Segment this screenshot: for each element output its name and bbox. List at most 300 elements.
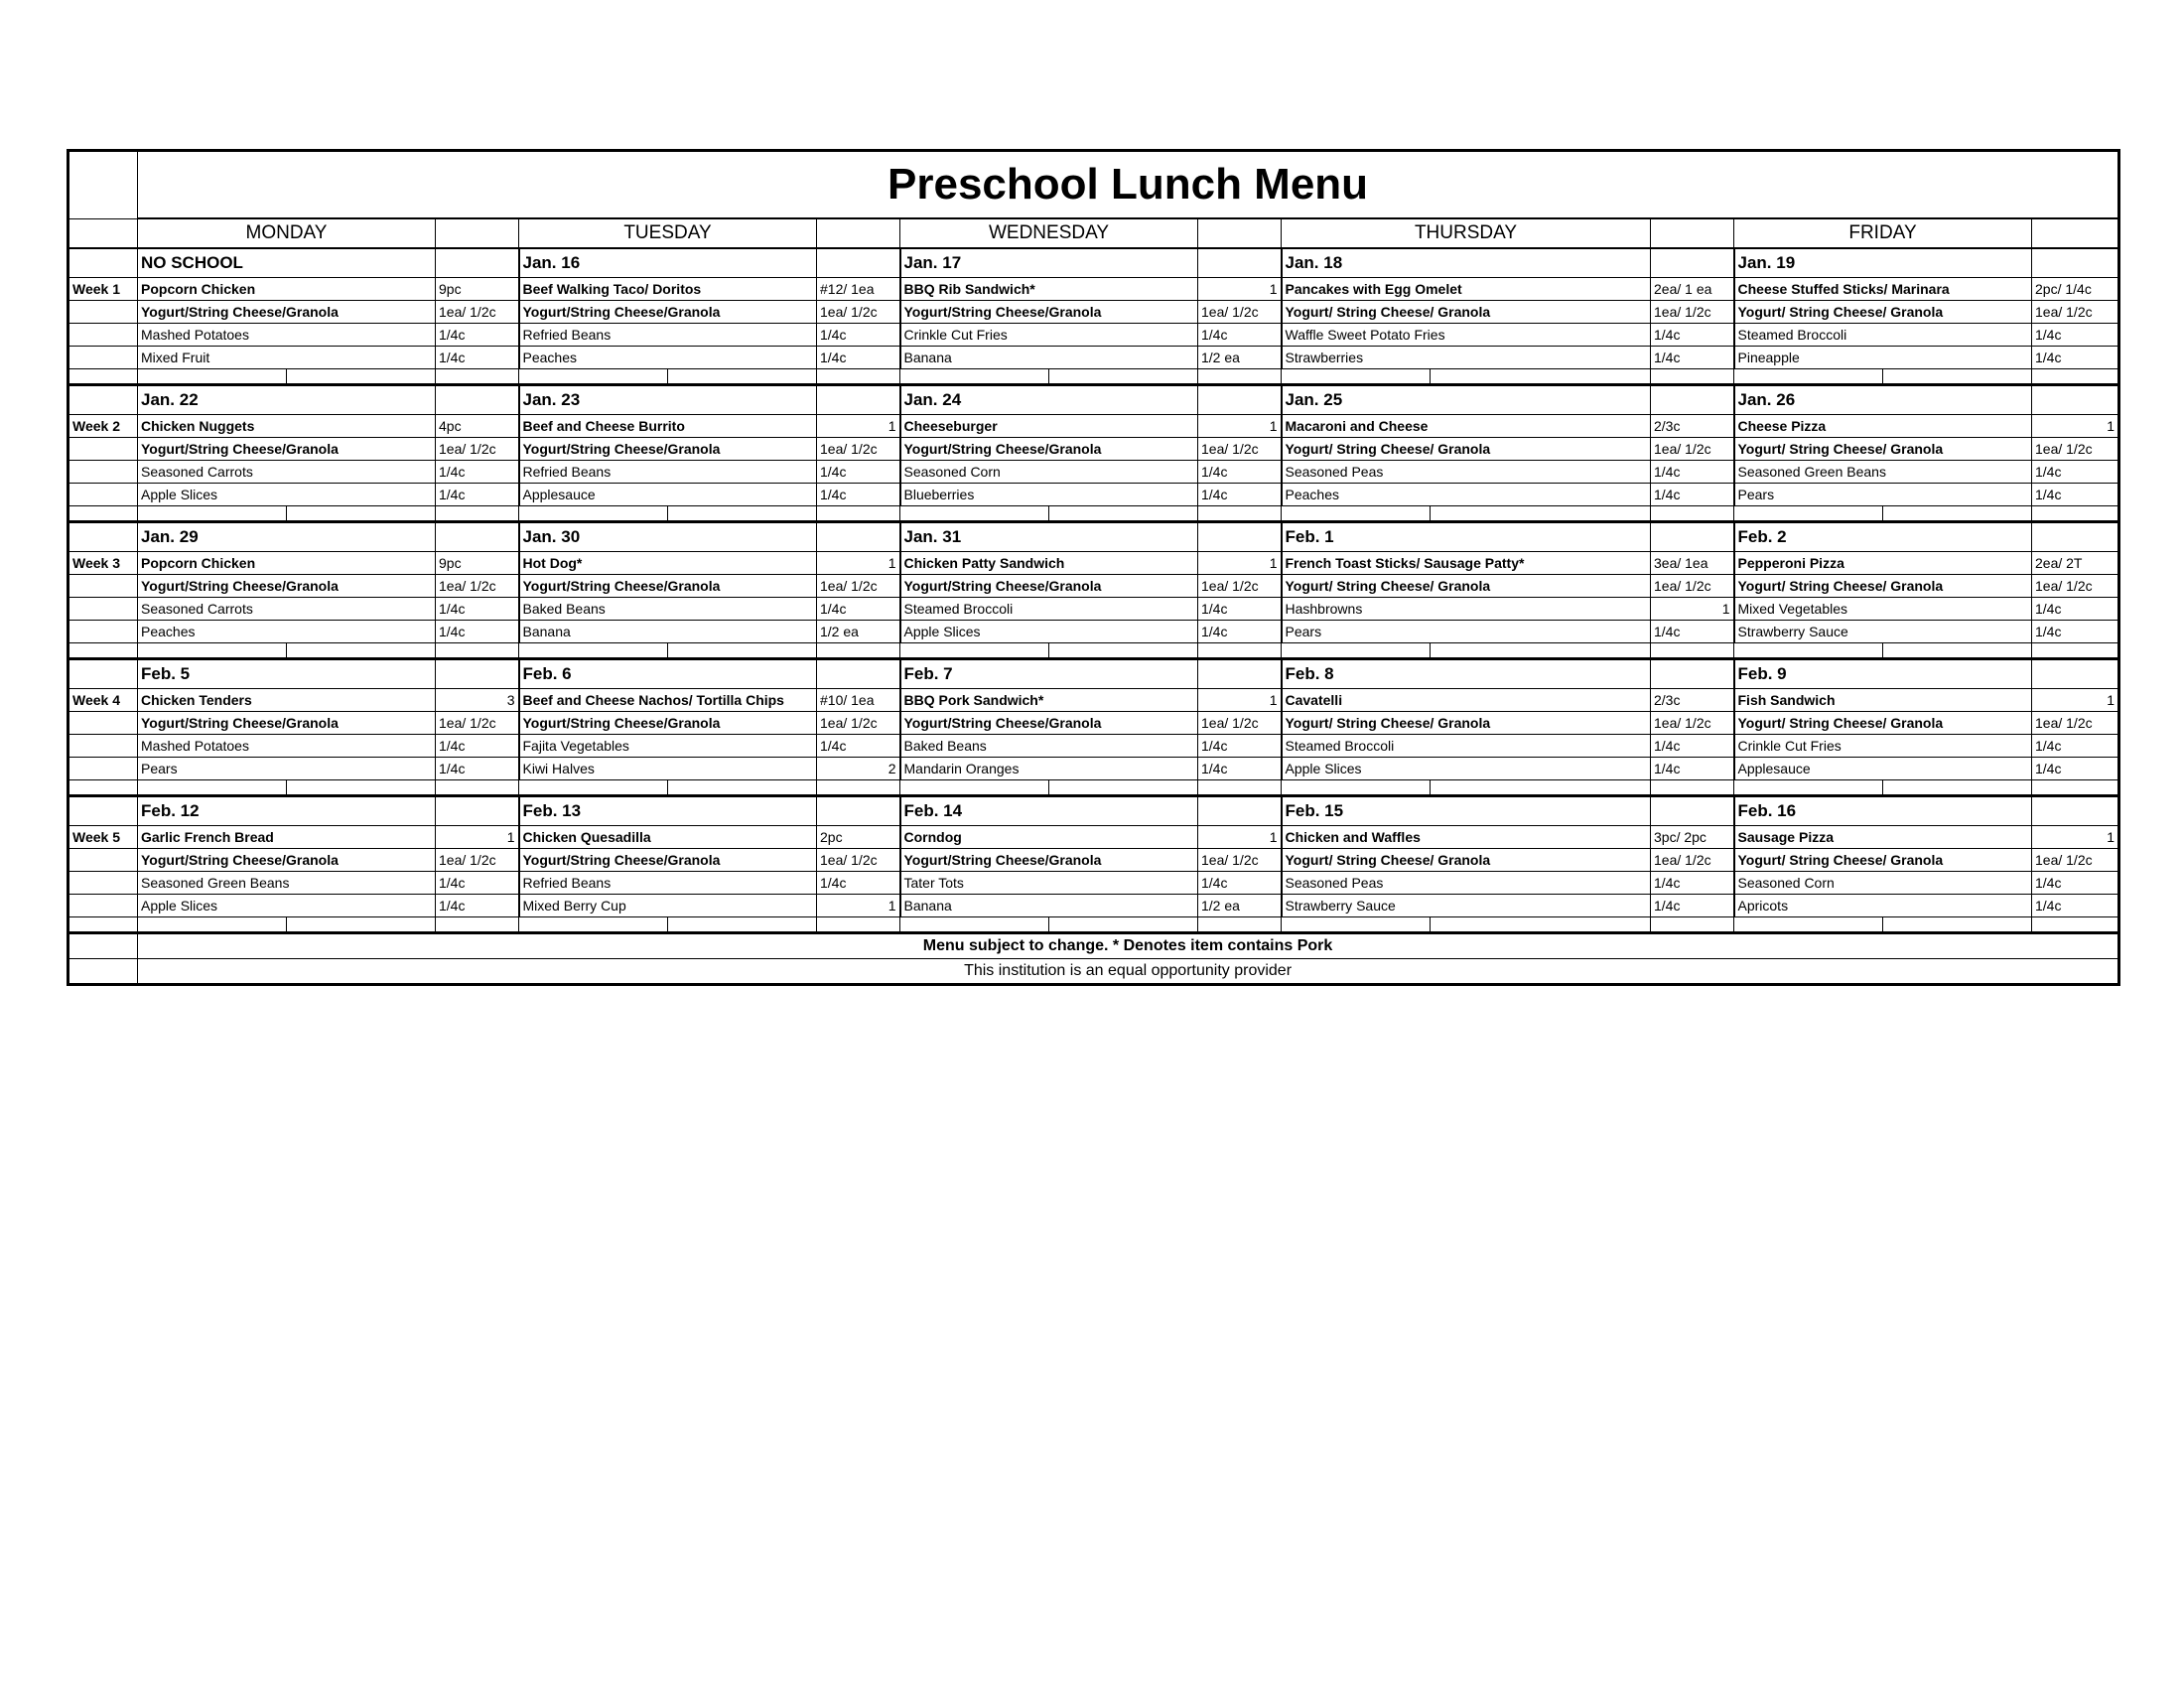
alt-item: Yogurt/String Cheese/Granola bbox=[519, 849, 817, 872]
alt-portion: 1ea/ 1/2c bbox=[2032, 301, 2119, 324]
blank-cell bbox=[900, 917, 1049, 933]
alt-portion: 1ea/ 1/2c bbox=[1198, 575, 1282, 598]
side2-item: Applesauce bbox=[1734, 758, 2032, 780]
qty-header bbox=[817, 218, 900, 248]
side1-item: Refried Beans bbox=[519, 461, 817, 484]
day-date: Feb. 6 bbox=[519, 659, 817, 689]
side1-item: Steamed Broccoli bbox=[900, 598, 1198, 621]
blank-cell bbox=[287, 780, 436, 796]
side1-portion: 1/4c bbox=[1651, 461, 1734, 484]
blank-cell bbox=[68, 917, 138, 933]
alt-portion: 1ea/ 1/2c bbox=[817, 301, 900, 324]
page-title: Preschool Lunch Menu bbox=[138, 151, 2119, 219]
footer-spacer-cell bbox=[68, 959, 138, 985]
entree-item: Garlic French Bread bbox=[138, 826, 436, 849]
side2-item: Apple Slices bbox=[1282, 758, 1651, 780]
alt-item: Yogurt/String Cheese/Granola bbox=[519, 301, 817, 324]
side1-item: Mixed Vegetables bbox=[1734, 598, 2032, 621]
date-spacer-cell bbox=[436, 248, 519, 278]
qty-header bbox=[436, 218, 519, 248]
alt-item: Yogurt/String Cheese/Granola bbox=[138, 575, 436, 598]
week-spacer-cell bbox=[68, 872, 138, 895]
entree-portion: 2/3c bbox=[1651, 415, 1734, 438]
date-spacer-cell bbox=[1651, 385, 1734, 415]
alt-portion: 1ea/ 1/2c bbox=[1651, 712, 1734, 735]
date-spacer-cell bbox=[817, 522, 900, 552]
week-spacer-cell bbox=[68, 347, 138, 369]
side1-item: Tater Tots bbox=[900, 872, 1198, 895]
side2-item: Peaches bbox=[138, 621, 436, 643]
date-spacer-cell bbox=[2032, 659, 2119, 689]
date-spacer-cell bbox=[817, 248, 900, 278]
day-date: Jan. 16 bbox=[519, 248, 817, 278]
alt-portion: 1ea/ 1/2c bbox=[2032, 849, 2119, 872]
blank-cell bbox=[1651, 369, 1734, 385]
side1-portion: 1/4c bbox=[2032, 324, 2119, 347]
side1-portion: 1/4c bbox=[817, 461, 900, 484]
week-spacer-cell bbox=[68, 324, 138, 347]
blank-cell bbox=[138, 506, 287, 522]
side2-item: Peaches bbox=[519, 347, 817, 369]
day-header-tuesday: TUESDAY bbox=[519, 218, 817, 248]
side2-portion: 1/4c bbox=[436, 758, 519, 780]
side2-portion: 1/2 ea bbox=[1198, 895, 1282, 917]
alt-portion: 1ea/ 1/2c bbox=[817, 849, 900, 872]
week-label: Week 5 bbox=[68, 826, 138, 849]
alt-item: Yogurt/ String Cheese/ Granola bbox=[1282, 849, 1651, 872]
footer-note: Menu subject to change. * Denotes item contains Pork bbox=[138, 933, 2119, 959]
blank-cell bbox=[1431, 506, 1651, 522]
blank-cell bbox=[436, 780, 519, 796]
week-spacer-cell bbox=[68, 849, 138, 872]
side1-portion: 1/4c bbox=[1198, 735, 1282, 758]
entree-item: Cheese Pizza bbox=[1734, 415, 2032, 438]
side2-item: Apple Slices bbox=[138, 484, 436, 506]
week-label: Week 2 bbox=[68, 415, 138, 438]
blank-cell bbox=[1049, 917, 1198, 933]
footer-provider: This institution is an equal opportunity provider bbox=[138, 959, 2119, 985]
entree-item: Beef and Cheese Nachos/ Tortilla Chips bbox=[519, 689, 817, 712]
entree-portion: #12/ 1ea bbox=[817, 278, 900, 301]
side2-portion: 1/4c bbox=[1651, 347, 1734, 369]
side2-portion: 1/4c bbox=[1198, 758, 1282, 780]
date-spacer-cell bbox=[436, 659, 519, 689]
blank-cell bbox=[519, 506, 668, 522]
blank-cell bbox=[900, 506, 1049, 522]
side1-portion: 1/4c bbox=[817, 598, 900, 621]
entree-item: Chicken Tenders bbox=[138, 689, 436, 712]
day-date: Jan. 30 bbox=[519, 522, 817, 552]
blank-cell bbox=[436, 917, 519, 933]
entree-portion: 1 bbox=[1198, 689, 1282, 712]
entree-item: Chicken Nuggets bbox=[138, 415, 436, 438]
blank-cell bbox=[519, 780, 668, 796]
entree-item: Chicken Patty Sandwich bbox=[900, 552, 1198, 575]
side2-item: Kiwi Halves bbox=[519, 758, 817, 780]
entree-portion: 2pc bbox=[817, 826, 900, 849]
side2-item: Apple Slices bbox=[138, 895, 436, 917]
blank-cell bbox=[1651, 917, 1734, 933]
alt-portion: 1ea/ 1/2c bbox=[1651, 575, 1734, 598]
alt-item: Yogurt/String Cheese/Granola bbox=[138, 301, 436, 324]
week-spacer-cell bbox=[68, 461, 138, 484]
day-date: Feb. 8 bbox=[1282, 659, 1651, 689]
footer-spacer-cell bbox=[68, 933, 138, 959]
week-spacer-cell bbox=[68, 438, 138, 461]
alt-item: Yogurt/String Cheese/Granola bbox=[900, 712, 1198, 735]
entree-item: Popcorn Chicken bbox=[138, 552, 436, 575]
qty-header bbox=[1198, 218, 1282, 248]
side1-item: Baked Beans bbox=[900, 735, 1198, 758]
date-spacer-cell bbox=[2032, 796, 2119, 826]
entree-item: Chicken Quesadilla bbox=[519, 826, 817, 849]
day-header-thursday: THURSDAY bbox=[1282, 218, 1651, 248]
blank-cell bbox=[817, 506, 900, 522]
blank-cell bbox=[2032, 643, 2119, 659]
alt-portion: 1ea/ 1/2c bbox=[436, 712, 519, 735]
side2-item: Apple Slices bbox=[900, 621, 1198, 643]
date-spacer-cell bbox=[436, 385, 519, 415]
side2-portion: 1/2 ea bbox=[817, 621, 900, 643]
entree-portion: 2ea/ 1 ea bbox=[1651, 278, 1734, 301]
entree-portion: 1 bbox=[1198, 826, 1282, 849]
blank-cell bbox=[68, 369, 138, 385]
alt-item: Yogurt/ String Cheese/ Granola bbox=[1734, 438, 2032, 461]
blank-cell bbox=[138, 643, 287, 659]
entree-item: Hot Dog* bbox=[519, 552, 817, 575]
blank-cell bbox=[1651, 506, 1734, 522]
entree-portion: 3ea/ 1ea bbox=[1651, 552, 1734, 575]
blank-cell bbox=[1734, 506, 1883, 522]
blank-cell bbox=[138, 780, 287, 796]
entree-portion: 1 bbox=[817, 415, 900, 438]
side1-portion: 1/4c bbox=[1651, 872, 1734, 895]
week-label: Week 3 bbox=[68, 552, 138, 575]
side1-item: Seasoned Corn bbox=[1734, 872, 2032, 895]
blank-cell bbox=[1282, 369, 1431, 385]
side2-portion: 2 bbox=[817, 758, 900, 780]
side1-item: Crinkle Cut Fries bbox=[900, 324, 1198, 347]
side2-item: Mixed Fruit bbox=[138, 347, 436, 369]
alt-item: Yogurt/ String Cheese/ Granola bbox=[1282, 301, 1651, 324]
blank-cell bbox=[138, 917, 287, 933]
alt-portion: 1ea/ 1/2c bbox=[1198, 712, 1282, 735]
day-date: Jan. 23 bbox=[519, 385, 817, 415]
blank-cell bbox=[668, 369, 817, 385]
side1-item: Steamed Broccoli bbox=[1282, 735, 1651, 758]
blank-cell bbox=[436, 643, 519, 659]
day-date: Feb. 2 bbox=[1734, 522, 2032, 552]
side1-item: Baked Beans bbox=[519, 598, 817, 621]
side2-item: Mixed Berry Cup bbox=[519, 895, 817, 917]
alt-portion: 1ea/ 1/2c bbox=[2032, 712, 2119, 735]
day-date: Jan. 18 bbox=[1282, 248, 1651, 278]
side1-item: Seasoned Peas bbox=[1282, 872, 1651, 895]
alt-item: Yogurt/String Cheese/Granola bbox=[519, 575, 817, 598]
alt-portion: 1ea/ 1/2c bbox=[1651, 849, 1734, 872]
blank-cell bbox=[2032, 506, 2119, 522]
entree-item: Pancakes with Egg Omelet bbox=[1282, 278, 1651, 301]
week-spacer-cell bbox=[68, 522, 138, 552]
side1-item: Mashed Potatoes bbox=[138, 324, 436, 347]
blank-cell bbox=[138, 369, 287, 385]
blank-cell bbox=[668, 780, 817, 796]
side2-item: Pears bbox=[1282, 621, 1651, 643]
blank-cell bbox=[68, 643, 138, 659]
side1-item: Waffle Sweet Potato Fries bbox=[1282, 324, 1651, 347]
side1-portion: 1/4c bbox=[1198, 461, 1282, 484]
day-date: Feb. 1 bbox=[1282, 522, 1651, 552]
date-spacer-cell bbox=[2032, 248, 2119, 278]
week-spacer-cell bbox=[68, 301, 138, 324]
side2-item: Strawberries bbox=[1282, 347, 1651, 369]
day-date: Jan. 24 bbox=[900, 385, 1198, 415]
side1-item: Seasoned Peas bbox=[1282, 461, 1651, 484]
side1-item: Fajita Vegetables bbox=[519, 735, 817, 758]
date-spacer-cell bbox=[436, 522, 519, 552]
alt-portion: 1ea/ 1/2c bbox=[436, 849, 519, 872]
alt-portion: 1ea/ 1/2c bbox=[1651, 301, 1734, 324]
day-date: Jan. 31 bbox=[900, 522, 1198, 552]
entree-item: Beef and Cheese Burrito bbox=[519, 415, 817, 438]
blank-cell bbox=[1883, 506, 2032, 522]
entree-portion: 1 bbox=[2032, 689, 2119, 712]
side1-portion: 1/4c bbox=[436, 598, 519, 621]
qty-header bbox=[1651, 218, 1734, 248]
side2-portion: 1/4c bbox=[2032, 758, 2119, 780]
date-spacer-cell bbox=[436, 796, 519, 826]
side2-item: Pears bbox=[138, 758, 436, 780]
alt-item: Yogurt/String Cheese/Granola bbox=[900, 575, 1198, 598]
side2-portion: 1/4c bbox=[1651, 621, 1734, 643]
entree-portion: #10/ 1ea bbox=[817, 689, 900, 712]
side2-item: Strawberry Sauce bbox=[1282, 895, 1651, 917]
entree-item: BBQ Pork Sandwich* bbox=[900, 689, 1198, 712]
side2-portion: 1/4c bbox=[436, 621, 519, 643]
entree-item: Beef Walking Taco/ Doritos bbox=[519, 278, 817, 301]
day-date: Feb. 15 bbox=[1282, 796, 1651, 826]
blank-cell bbox=[1734, 917, 1883, 933]
date-spacer-cell bbox=[2032, 522, 2119, 552]
side1-portion: 1/4c bbox=[2032, 872, 2119, 895]
week-spacer-cell bbox=[68, 598, 138, 621]
side1-portion: 1/4c bbox=[2032, 598, 2119, 621]
side1-portion: 1/4c bbox=[1198, 324, 1282, 347]
day-date: Feb. 14 bbox=[900, 796, 1198, 826]
side2-item: Peaches bbox=[1282, 484, 1651, 506]
date-spacer-cell bbox=[1651, 522, 1734, 552]
side1-portion: 1/4c bbox=[817, 872, 900, 895]
side2-portion: 1/4c bbox=[436, 347, 519, 369]
lunch-menu-table bbox=[67, 149, 2120, 986]
entree-portion: 2ea/ 2T bbox=[2032, 552, 2119, 575]
blank-cell bbox=[817, 917, 900, 933]
blank-cell bbox=[436, 506, 519, 522]
blank-cell bbox=[68, 780, 138, 796]
entree-portion: 9pc bbox=[436, 552, 519, 575]
blank-cell bbox=[1198, 369, 1282, 385]
blank-cell bbox=[817, 369, 900, 385]
side2-portion: 1 bbox=[817, 895, 900, 917]
blank-cell bbox=[1734, 643, 1883, 659]
alt-item: Yogurt/String Cheese/Granola bbox=[900, 438, 1198, 461]
alt-portion: 1ea/ 1/2c bbox=[436, 438, 519, 461]
entree-portion: 1 bbox=[436, 826, 519, 849]
day-date: Jan. 29 bbox=[138, 522, 436, 552]
alt-item: Yogurt/String Cheese/Granola bbox=[138, 712, 436, 735]
entree-item: Chicken and Waffles bbox=[1282, 826, 1651, 849]
day-date: Feb. 5 bbox=[138, 659, 436, 689]
day-header-wednesday: WEDNESDAY bbox=[900, 218, 1198, 248]
blank-cell bbox=[1198, 506, 1282, 522]
side1-portion: 1/4c bbox=[817, 735, 900, 758]
side2-item: Mandarin Oranges bbox=[900, 758, 1198, 780]
entree-portion: 3pc/ 2pc bbox=[1651, 826, 1734, 849]
blank-cell bbox=[1431, 780, 1651, 796]
day-date: Jan. 19 bbox=[1734, 248, 2032, 278]
alt-item: Yogurt/ String Cheese/ Granola bbox=[1734, 575, 2032, 598]
side1-item: Seasoned Green Beans bbox=[1734, 461, 2032, 484]
blank-cell bbox=[436, 369, 519, 385]
day-header-friday: FRIDAY bbox=[1734, 218, 2032, 248]
side1-item: Crinkle Cut Fries bbox=[1734, 735, 2032, 758]
blank-cell bbox=[1431, 369, 1651, 385]
blank-cell bbox=[668, 506, 817, 522]
blank-cell bbox=[1049, 780, 1198, 796]
entree-item: Popcorn Chicken bbox=[138, 278, 436, 301]
blank-cell bbox=[1282, 643, 1431, 659]
day-header-monday: MONDAY bbox=[138, 218, 436, 248]
blank-cell bbox=[519, 917, 668, 933]
week-spacer-cell bbox=[68, 758, 138, 780]
side2-portion: 1/4c bbox=[1198, 484, 1282, 506]
entree-portion: 1 bbox=[2032, 415, 2119, 438]
day-date: Jan. 22 bbox=[138, 385, 436, 415]
entree-item: French Toast Sticks/ Sausage Patty* bbox=[1282, 552, 1651, 575]
blank-cell bbox=[1282, 780, 1431, 796]
entree-item: Cheese Stuffed Sticks/ Marinara bbox=[1734, 278, 2032, 301]
blank-cell bbox=[1282, 917, 1431, 933]
alt-portion: 1ea/ 1/2c bbox=[2032, 575, 2119, 598]
blank-cell bbox=[1049, 369, 1198, 385]
blank-cell bbox=[2032, 780, 2119, 796]
entree-portion: 2pc/ 1/4c bbox=[2032, 278, 2119, 301]
side1-portion: 1/4c bbox=[1198, 872, 1282, 895]
side2-portion: 1/4c bbox=[817, 347, 900, 369]
day-date: Feb. 7 bbox=[900, 659, 1198, 689]
side1-portion: 1/4c bbox=[436, 735, 519, 758]
week-spacer-cell bbox=[68, 659, 138, 689]
side1-item: Seasoned Green Beans bbox=[138, 872, 436, 895]
alt-item: Yogurt/ String Cheese/ Granola bbox=[1734, 301, 2032, 324]
alt-item: Yogurt/String Cheese/Granola bbox=[519, 438, 817, 461]
side2-portion: 1/4c bbox=[817, 484, 900, 506]
blank-cell bbox=[1282, 506, 1431, 522]
side1-portion: 1/4c bbox=[2032, 461, 2119, 484]
side2-portion: 1/4c bbox=[2032, 895, 2119, 917]
side1-portion: 1/4c bbox=[1651, 324, 1734, 347]
side1-portion: 1 bbox=[1651, 598, 1734, 621]
blank-cell bbox=[1049, 643, 1198, 659]
side2-item: Banana bbox=[900, 347, 1198, 369]
entree-item: Corndog bbox=[900, 826, 1198, 849]
alt-portion: 1ea/ 1/2c bbox=[436, 575, 519, 598]
blank-cell bbox=[287, 369, 436, 385]
alt-item: Yogurt/String Cheese/Granola bbox=[138, 849, 436, 872]
alt-portion: 1ea/ 1/2c bbox=[436, 301, 519, 324]
side2-item: Apricots bbox=[1734, 895, 2032, 917]
side2-item: Banana bbox=[519, 621, 817, 643]
side1-item: Hashbrowns bbox=[1282, 598, 1651, 621]
corner-cell bbox=[68, 151, 138, 219]
side2-portion: 1/2 ea bbox=[1198, 347, 1282, 369]
blank-cell bbox=[1198, 643, 1282, 659]
entree-portion: 1 bbox=[1198, 278, 1282, 301]
side1-portion: 1/4c bbox=[817, 324, 900, 347]
entree-item: BBQ Rib Sandwich* bbox=[900, 278, 1198, 301]
date-spacer-cell bbox=[1198, 659, 1282, 689]
side1-portion: 1/4c bbox=[2032, 735, 2119, 758]
blank-cell bbox=[1734, 780, 1883, 796]
side1-item: Steamed Broccoli bbox=[1734, 324, 2032, 347]
side2-item: Blueberries bbox=[900, 484, 1198, 506]
entree-item: Fish Sandwich bbox=[1734, 689, 2032, 712]
alt-portion: 1ea/ 1/2c bbox=[817, 575, 900, 598]
side2-item: Banana bbox=[900, 895, 1198, 917]
blank-cell bbox=[900, 643, 1049, 659]
week-label: Week 4 bbox=[68, 689, 138, 712]
blank-cell bbox=[1651, 780, 1734, 796]
blank-cell bbox=[668, 917, 817, 933]
alt-item: Yogurt/ String Cheese/ Granola bbox=[1282, 575, 1651, 598]
side2-item: Strawberry Sauce bbox=[1734, 621, 2032, 643]
side2-item: Applesauce bbox=[519, 484, 817, 506]
week-spacer-cell bbox=[68, 621, 138, 643]
alt-item: Yogurt/String Cheese/Granola bbox=[138, 438, 436, 461]
side1-portion: 1/4c bbox=[1651, 735, 1734, 758]
side1-portion: 1/4c bbox=[436, 324, 519, 347]
side2-portion: 1/4c bbox=[2032, 621, 2119, 643]
week-spacer-cell bbox=[68, 248, 138, 278]
alt-portion: 1ea/ 1/2c bbox=[2032, 438, 2119, 461]
blank-cell bbox=[668, 643, 817, 659]
entree-item: Sausage Pizza bbox=[1734, 826, 2032, 849]
blank-cell bbox=[1734, 369, 1883, 385]
side1-item: Seasoned Carrots bbox=[138, 461, 436, 484]
side1-portion: 1/4c bbox=[1198, 598, 1282, 621]
side1-portion: 1/4c bbox=[436, 461, 519, 484]
week-spacer-cell bbox=[68, 575, 138, 598]
blank-cell bbox=[1431, 917, 1651, 933]
day-date: Jan. 25 bbox=[1282, 385, 1651, 415]
side1-item: Mashed Potatoes bbox=[138, 735, 436, 758]
side1-item: Seasoned Carrots bbox=[138, 598, 436, 621]
alt-item: Yogurt/String Cheese/Granola bbox=[900, 301, 1198, 324]
alt-portion: 1ea/ 1/2c bbox=[1198, 438, 1282, 461]
entree-portion: 1 bbox=[1198, 415, 1282, 438]
alt-item: Yogurt/ String Cheese/ Granola bbox=[1282, 712, 1651, 735]
side1-item: Refried Beans bbox=[519, 872, 817, 895]
week-spacer-cell bbox=[68, 484, 138, 506]
entree-portion: 3 bbox=[436, 689, 519, 712]
date-spacer-cell bbox=[1198, 796, 1282, 826]
blank-cell bbox=[817, 780, 900, 796]
alt-item: Yogurt/ String Cheese/ Granola bbox=[1734, 849, 2032, 872]
week-spacer-cell bbox=[68, 712, 138, 735]
blank-cell bbox=[1198, 780, 1282, 796]
alt-portion: 1ea/ 1/2c bbox=[1651, 438, 1734, 461]
date-spacer-cell bbox=[1651, 659, 1734, 689]
